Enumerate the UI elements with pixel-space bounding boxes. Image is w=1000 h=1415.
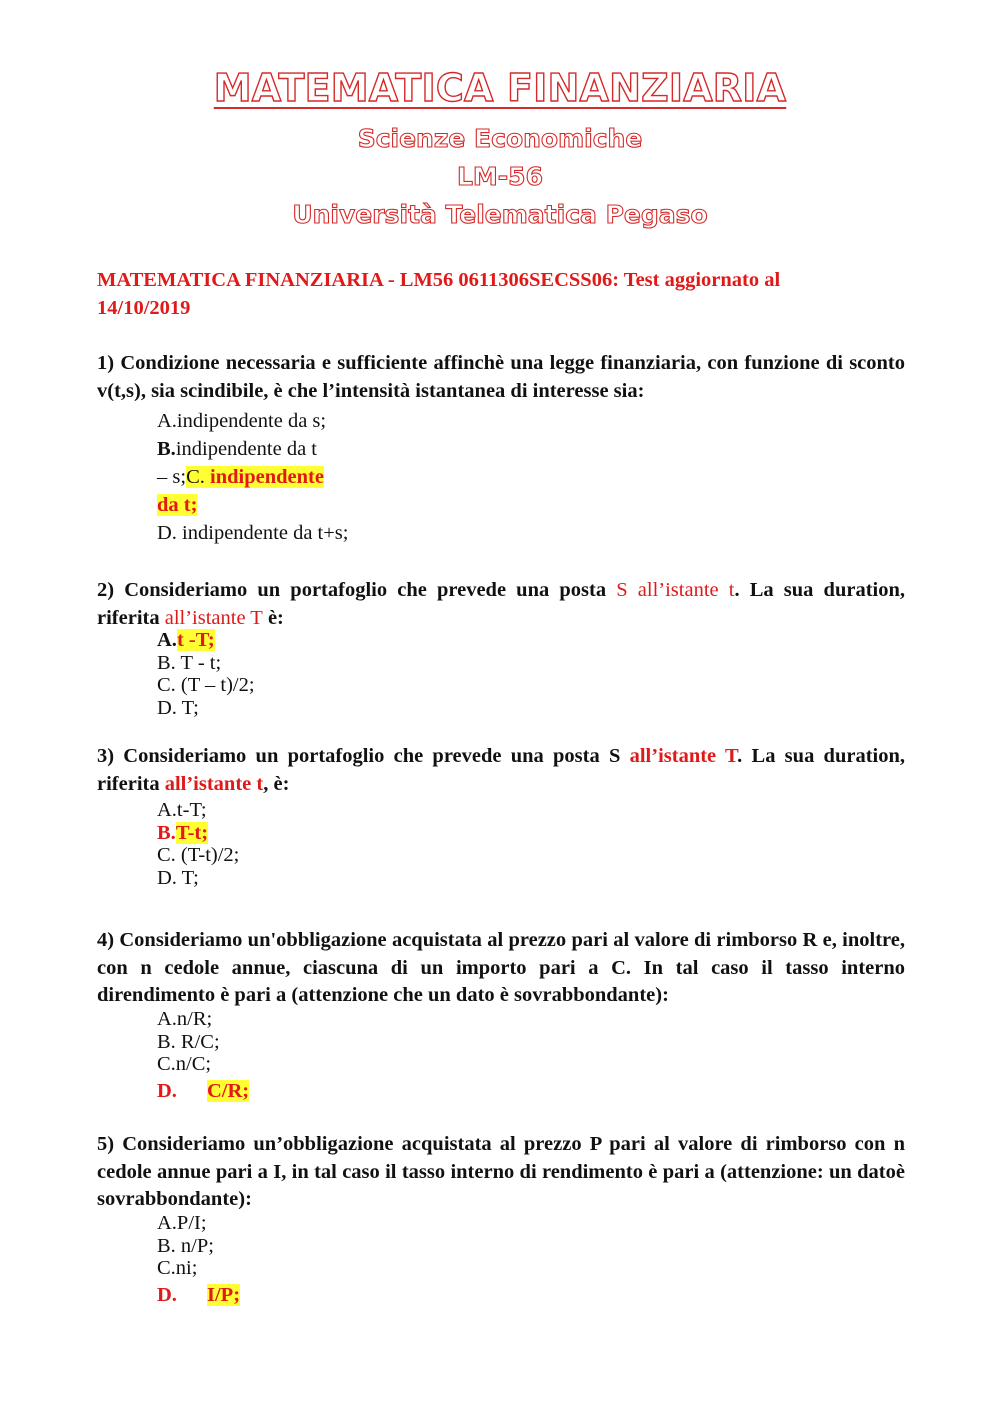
- q1-option-c-text1: indipendente: [210, 466, 324, 488]
- subtitle-course: Scienze Economiche: [357, 124, 643, 153]
- q3-option-d: D. T;: [157, 866, 199, 889]
- q1-option-c-text2: da t;: [157, 494, 198, 516]
- q4-option-d-letter: D.: [157, 1079, 177, 1102]
- question-1: 1) Condizione necessaria e sufficiente affinchè una legge finanziaria, con funzione di sconto v(t,s), sia scindibile, è che l’intensità istantanea di interesse sia:: [97, 352, 905, 402]
- q1-options: [157, 407, 348, 547]
- q3-option-b-letter: B.: [157, 821, 176, 844]
- q4-option-a: A.n/R;: [157, 1008, 213, 1030]
- q1-option-b-continued: [157, 463, 348, 491]
- q1-option-b-text: indipendente da t: [175, 438, 317, 460]
- q5-option-d-text: I/P;: [207, 1283, 241, 1306]
- q2-option-a-letter: A.: [157, 629, 177, 651]
- q5-option-b: B. n/P;: [157, 1234, 214, 1257]
- subtitle-university: Università Telematica Pegaso: [292, 200, 708, 229]
- q1-option-c-continued: [157, 491, 348, 519]
- q3-text-part2: . La sua duration, riferita: [97, 745, 905, 795]
- q4-option-c: C.n/C;: [157, 1053, 212, 1075]
- q2-text-part3: è:: [262, 606, 284, 629]
- test-info: [97, 266, 907, 322]
- q1-option-c-letter: C.: [186, 466, 210, 488]
- q2-option-a-text: t -T;: [176, 629, 215, 651]
- q3-option-a: A.t-T;: [157, 799, 207, 821]
- q5-option-c: C.ni;: [157, 1257, 198, 1279]
- q3-option-c: C. (T-t)/2;: [157, 844, 240, 866]
- q2-option-c: C. (T – t)/2;: [157, 674, 255, 696]
- q1-option-d: D. indipendente da t+s;: [157, 522, 349, 544]
- q3-option-b: [157, 822, 239, 845]
- q3-option-b-text: T-t;: [175, 821, 209, 844]
- q3-text-part3: , è:: [263, 772, 290, 795]
- q5-option-a: A.P/I;: [157, 1212, 207, 1234]
- test-info-line1: MATEMATICA FINANZIARIA - LM56 0611306SECSS06: Test aggiornato al: [97, 269, 781, 291]
- q2-text-space: [628, 579, 638, 601]
- question-2: [97, 577, 905, 632]
- q4-option-d: [157, 1080, 249, 1103]
- q2-option-a: [157, 629, 255, 652]
- q1-option-a: A.indipendente da s;: [157, 410, 327, 432]
- q2-text-part1: 2) Consideriamo un portafoglio che prevede una posta: [97, 579, 617, 601]
- q2-istante-t: all’istante t: [637, 579, 735, 601]
- q2-text-part2: . La sua duration, riferita: [97, 579, 905, 629]
- q3-text-part1: 3) Consideriamo un portafoglio che prevede una posta S: [97, 745, 630, 767]
- q3-istante-T: all’istante T: [629, 745, 738, 767]
- q2-options: [157, 629, 255, 719]
- question-4: 4) Consideriamo un'obbligazione acquistata al prezzo pari al valore di rimborso R e, inoltre, con n cedole annue, ciascuna di un importo pari a C. In tal caso il tasso interno direndimento è pari a (attenzione che un dato è sovrabbondante):: [97, 929, 905, 1006]
- q4-option-b: B. R/C;: [157, 1030, 220, 1053]
- q1-option-b-cont: – s;: [157, 466, 187, 488]
- question-3: [97, 743, 905, 798]
- test-info-line2: 14/10/2019: [97, 297, 191, 319]
- page-title: MATEMATICA FINANZIARIA: [213, 66, 787, 110]
- question-5: 5) Consideriamo un’obbligazione acquistata al prezzo P pari al valore di rimborso con n cedole annue pari a I, in tal caso il tasso interno di rendimento è pari a (attenzione: un datoè sovrabbondante):: [97, 1133, 905, 1210]
- q2-option-d: D. T;: [157, 696, 199, 719]
- subtitle-code: LM-56: [457, 162, 543, 191]
- q2-option-b: B. T - t;: [157, 651, 222, 674]
- q5-option-d-letter: D.: [157, 1283, 177, 1306]
- q1-option-b: [157, 435, 348, 463]
- q1-option-b-letter: B.: [157, 438, 176, 460]
- q2-istante-T: all’istante T: [164, 606, 263, 629]
- q5-options: [157, 1212, 240, 1306]
- q4-options: [157, 1008, 249, 1102]
- q2-posta-s: S: [616, 579, 628, 601]
- q4-option-d-text: C/R;: [207, 1079, 250, 1102]
- q3-options: [157, 799, 239, 889]
- q5-option-d: [157, 1284, 240, 1307]
- q3-istante-t: all’istante t: [164, 772, 264, 795]
